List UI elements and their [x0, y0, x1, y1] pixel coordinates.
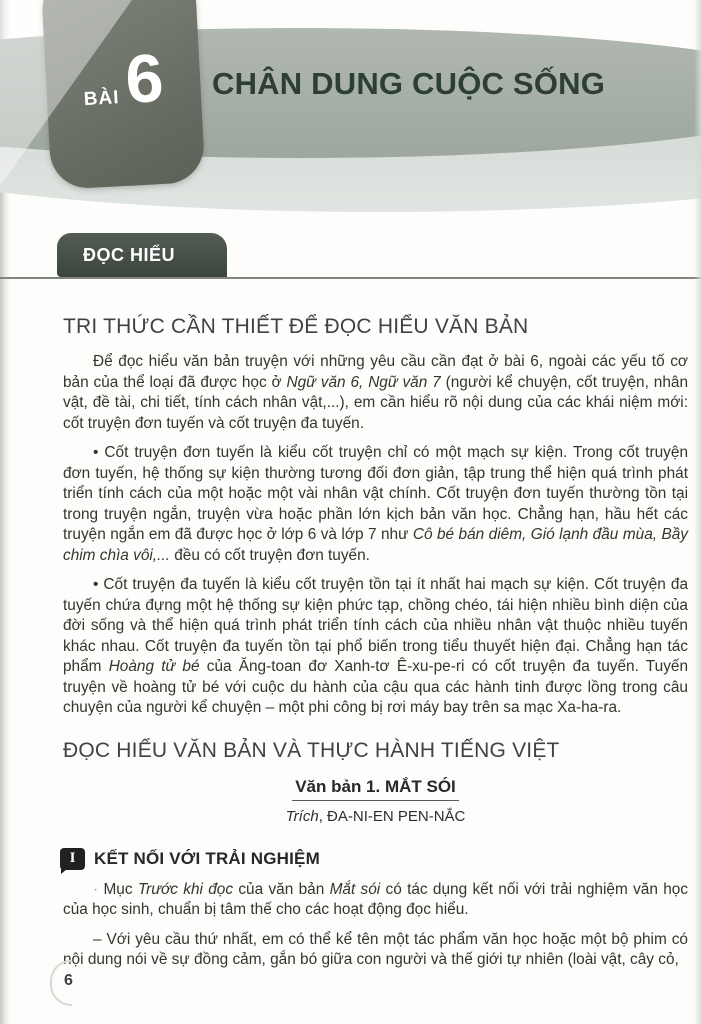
- paragraph: · Mục Trước khi đọc của văn bản Mắt sói có tác dụng kết nối với trải nghiệm văn học của học sinh, chuẩn bị tâm thế cho các hoạt động đọc hiểu.: [63, 880, 689, 918]
- lesson-header: [0, 0, 702, 233]
- reading-section-tab: [57, 233, 227, 277]
- section-marker-icon: [60, 848, 85, 870]
- scan-edge-right: [694, 0, 702, 1024]
- knowledge-heading: TRI THỨC CẦN THIẾT ĐỂ ĐỌC HIỂU VĂN BẢN: [63, 315, 529, 338]
- section-marker-numeral: I: [69, 850, 76, 866]
- reading-section-label: ĐỌC HIỂU: [83, 244, 176, 265]
- source-prefix: Trích: [285, 807, 319, 825]
- text-source: [63, 808, 688, 825]
- activity-paragraphs: [0, 880, 702, 971]
- text-title-block: [63, 777, 688, 801]
- activity-heading: KẾT NỐI VỚI TRẢI NGHIỆM: [94, 848, 320, 868]
- lesson-number: 6: [123, 39, 166, 118]
- lesson-label: BÀI: [83, 87, 121, 111]
- page-content: [0, 279, 702, 980]
- practice-heading: ĐỌC HIỂU VĂN BẢN VÀ THỰC HÀNH TIẾNG VIỆT: [63, 738, 560, 762]
- page-number: 6: [64, 972, 73, 989]
- paragraph: • Cốt truyện đơn tuyến là kiểu cốt truyện chỉ có một mạch sự kiện. Trong cốt truyện đơn tuyến, hệ thống sự kiện thường tương đối đơn giản, tập trung thể hiện quá trình phát triển tính cách của một hoặc một vài nhân vật chính. Cốt truyện đơn tuyến thường tồn tại trong truyện ngắn, truyện vừa hoặc phần lớn kịch bản văn học. Chẳng hạn, hầu hết các truyện ngắn em đã được học ở lớp 6 và lớp 7 như Cô bé bán diêm, Gió lạnh đầu mùa, Bầy chim chìa vôi,... đều có cốt truyện đơn tuyến.: [63, 444, 688, 564]
- activity-heading-row: [60, 848, 688, 870]
- paragraph: – Với yêu cầu thứ nhất, em có thể kể tên một tác phẩm văn học hoặc một bộ phim có nội dung nói về sự đồng cảm, gắn bó giữa con người và thế giới tự nhiên (loài vật, cây cỏ,: [63, 930, 688, 968]
- source-author: , ĐA-NI-EN PEN-NẮC: [318, 807, 466, 825]
- paragraph: • Cốt truyện đa tuyến là kiểu cốt truyện tồn tại ít nhất hai mạch sự kiện. Cốt truyện đa tuyến chứa đựng một hệ thống sự kiện phức tạp, chồng chéo, tái hiện nhiều bình diện của đời sống và thể hiện quá trình phát triển tính cách của nhiều nhân vật thuộc nhiều tuyến khác nhau. Cốt truyện đa tuyến tồn tại phổ biến trong tiểu thuyết hiện đại. Chẳng hạn tác phẩm Hoàng tử bé của Ăng-toan đơ Xanh-tơ Ê-xu-pe-ri có cốt truyện đa tuyến. Tuyến truyện về hoàng tử bé với cuộc du hành của cậu qua các hành tinh được lồng trong câu chuyện của người kể chuyện – một phi công bị rơi máy bay trên sa mạc Xa-ha-ra.: [63, 576, 689, 716]
- paragraph: Để đọc hiểu văn bản truyện với những yêu cầu cần đạt ở bài 6, ngoài các yếu tố cơ bản của thể loại đã được học ở Ngữ văn 6, Ngữ văn 7 (người kể chuyện, cốt truyện, nhân vật, đề tài, chi tiết, tính cách nhân vật,...), em cần hiểu rõ nội dung của các khái niệm mới: cốt truyện đơn tuyến và cốt truyện đa tuyến.: [63, 353, 688, 432]
- lesson-title: CHÂN DUNG CUỘC SỐNG: [212, 66, 606, 101]
- knowledge-paragraphs: [0, 352, 702, 719]
- text-title: Văn bản 1. MẮT SÓI: [292, 777, 459, 801]
- section-rule: [0, 233, 702, 279]
